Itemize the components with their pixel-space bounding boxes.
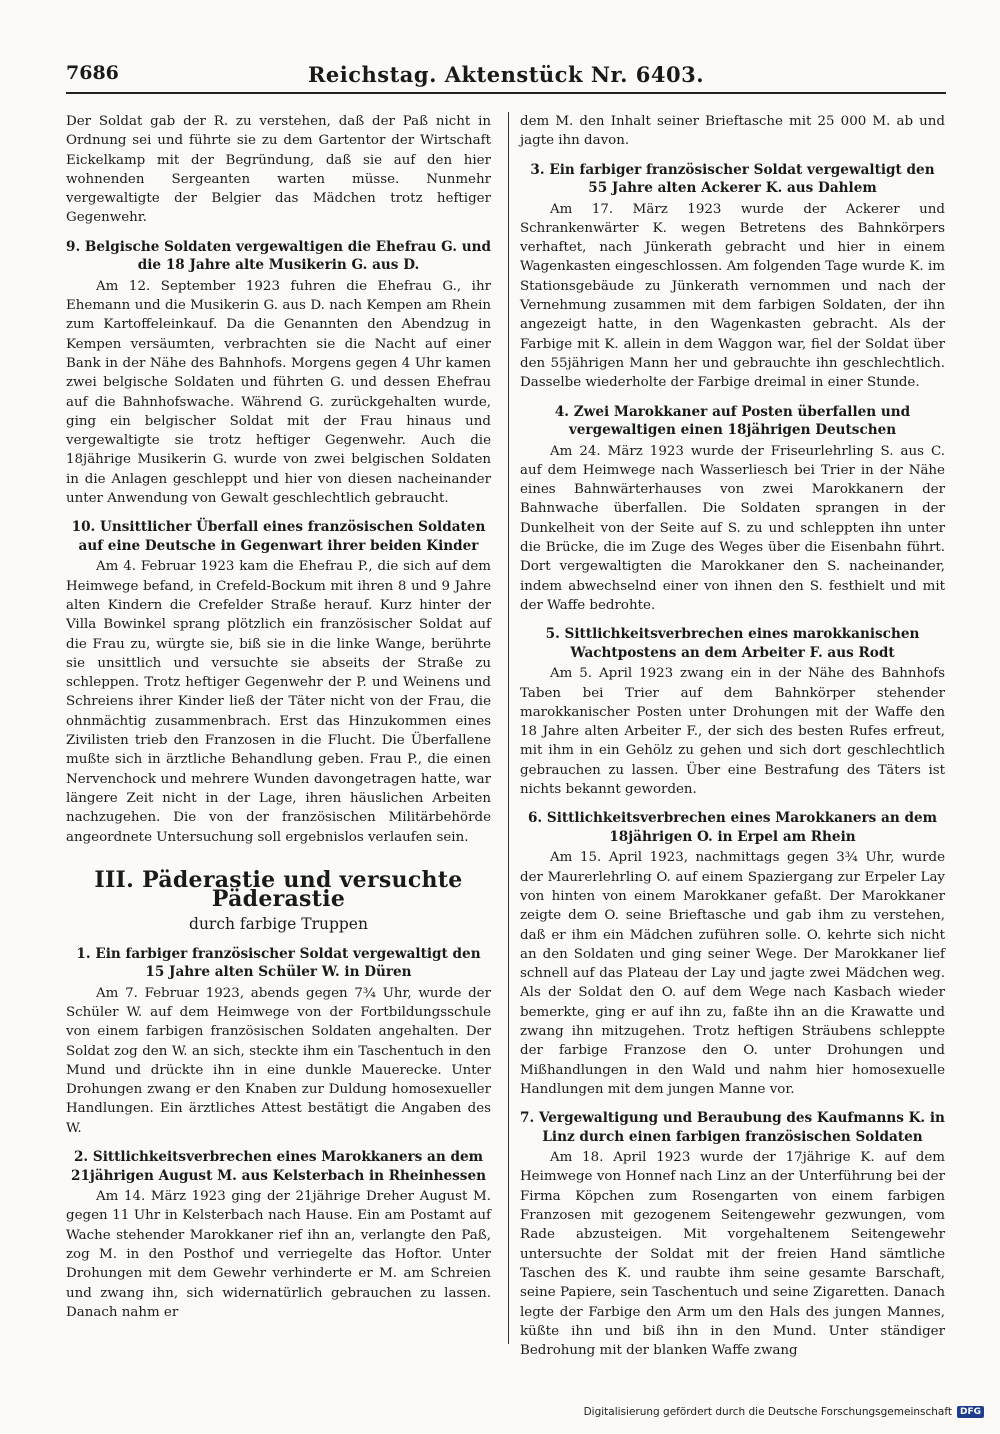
section-heading: 3. Ein farbiger französischer Soldat vergewaltigt den 55 Jahre alten Ackerer K. aus Dahlem <box>530 161 935 197</box>
paragraph: Am 24. März 1923 wurde der Friseurlehrling S. aus C. auf dem Heimwege nach Wasserliesch bei Trier in der Nähe eines Bahnwärterhauses von zwei Marokkanern der Bahnwache überfallen. Die Soldaten sprangen in der Dunkelheit von der Seite auf S. zu und schleppten ihn unter die Brücke, die im Zuge des Weges über die Eisenbahn führt. Dort vergewaltigten die Marokkaner den S. nacheinander, indem abwechselnd einer von ihnen den S. festhielt und mit der Waffe bedrohte. <box>520 443 945 613</box>
section-heading: 1. Ein farbiger französischer Soldat vergewaltigt den 15 Jahre alten Schüler W. in Düren <box>76 945 481 981</box>
digitization-credit <box>584 1406 984 1418</box>
paragraph: Am 17. März 1923 wurde der Ackerer und Schrankenwärter K. wegen Betretens des Bahnkörpers verhaftet, nach Jünkerath gebracht und hier in einem Wagenkasten eingeschlossen. Am folgenden Tage wurde K. im Stationsgebäude zu Jünkerath vernommen und nach der Vernehmung zusammen mit dem farbigen Soldaten, der ihn angezeigt hatte, in den Wagenkasten gebracht. Als der Farbige mit K. allein in dem Waggon war, fiel der Soldat über den 55jährigen Mann her und gebrauchte ihn geschlechtlich. Dasselbe wiederholte der Farbige dreimal in einer Stunde. <box>520 201 945 391</box>
credit-text: Digitalisierung gefördert durch die Deutsche Forschungsgemeinschaft <box>583 1406 952 1418</box>
part-subtitle: durch farbige Truppen <box>189 915 368 934</box>
right-column <box>520 112 945 1360</box>
page-number: 7686 <box>66 62 119 84</box>
dfg-logo: DFG <box>957 1406 984 1418</box>
paragraph: Der Soldat gab der R. zu verstehen, daß der Paß nicht in Ordnung sei und führte sie zu dem Gartentor der Wirtschaft Eickelkamp mit der Begründung, daß sie auf den hier wohnenden Sergeanten warten müsse. Nunmehr vergewaltigte der Belgier das Mädchen trotz heftiger Gegenwehr. <box>66 114 491 226</box>
paragraph: Am 18. April 1923 wurde der 17jährige K. auf dem Heimwege von Honnef nach Linz an der Unterführung bei der Firma Köpchen zum Rosengarten von einem farbigen Franzosen mit gezogenem Seitengewehr gezwungen, vom Rade abzusteigen. Mit vorgehaltenem Seitengewehr untersuchte der Soldat mit der freien Hand sämtliche Taschen des K. und raubte ihm seine gesamte Barschaft, seine Papiere, sein Taschentuch und seine Zigaretten. Danach legte der Farbige den Arm um den Hals des jungen Mannes, küßte ihn und biß ihn in den Mund. Unter ständiger Bedrohung mit der blanken Waffe zwang <box>520 1150 945 1359</box>
running-title: Reichstag. Aktenstück Nr. 6403. <box>307 62 705 87</box>
part-title: III. Päderastie und versuchte Päderastie <box>94 866 463 913</box>
section-heading: 6. Sittlichkeitsverbrechen eines Marokkaners an dem 18jährigen O. in Erpel am Rhein <box>527 810 938 845</box>
paragraph: dem M. den Inhalt seiner Brieftasche mit 25 000 M. ab und jagte ihn davon. <box>520 114 945 149</box>
section-heading: 5. Sittlichkeitsverbrechen eines marokkanischen Wachtpostens an dem Arbeiter F. aus Rodt <box>545 626 920 661</box>
paragraph: Am 15. April 1923, nachmittags gegen 3¾ Uhr, wurde der Maurerlehrling O. auf einem Spaziergang zur Erpeler Lay von hinten von einem Marokkaner gefaßt. Der Marokkaner zeigte dem O. seine Brieftasche und gab ihm zu verstehen, daß er ihm ein Mädchen zuführen solle. O. kehrte sich nicht an den Soldaten und ging seiner Wege. Der Marokkaner lief schnell auf das Plateau der Lay und jagte zwei Mädchen weg. Als der Soldat den O. auf dem Wege nach Kasbach wieder bemerkte, ging er auf ihn zu, faßte ihn an die Krawatte und zwang ihn mitzugehen. Trotz heftigen Sträubens schleppte der farbige Franzose den O. unter Drohungen und Mißhandlungen in den Wald und nahm hier homosexuelle Handlungen mit dem jungen Manne vor. <box>520 850 945 1097</box>
paragraph: Am 7. Februar 1923, abends gegen 7¾ Uhr, wurde der Schüler W. auf dem Heimwege von der Fortbildungsschule von einem farbigen französischen Soldaten angehalten. Der Soldat zog den W. an sich, steckte ihm ein Taschentuch in den Mund und drückte ihn in eine dunkle Mauerecke. Unter Drohungen zwang er den Knaben zur Duldung homosexueller Handlungen. Ein ärztliches Attest bestätigt die Angaben des W. <box>66 985 491 1136</box>
section-heading: 4. Zwei Marokkaner auf Posten überfallen und vergewaltigen einen 18jährigen Deutschen <box>554 403 911 439</box>
section-heading: 10. Unsittlicher Überfall eines französischen Soldaten auf eine Deutsche in Gegenwart ihrer beiden Kinder <box>71 519 486 554</box>
section-heading: 7. Vergewaltigung und Beraubung des Kaufmanns K. in Linz durch einen farbigen französischen Soldaten <box>520 1110 945 1145</box>
left-column <box>66 112 491 1322</box>
paragraph: Am 14. März 1923 ging der 21jährige Dreher August M. gegen 11 Uhr in Kelsterbach nach Hause. Ein am Postamt auf Wache stehender Marokkaner rief ihn an, verlangte den Paß, zog M. in den Posthof und verriegelte das Hoftor. Unter Drohungen mit dem Gewehr verhinderte er M. am Schreien und zwang ihn, sich widernatürlich gebrauchen zu lassen. Danach nahm er <box>66 1189 491 1320</box>
paragraph: Am 4. Februar 1923 kam die Ehefrau P., die sich auf dem Heimwege befand, in Crefeld-Bockum mit ihren 8 und 9 Jahre alten Kindern die Crefelder Straße herauf. Kurz hinter der Villa Bowinkel sprang plötzlich ein französischer Soldat auf die Frau zu, würgte sie, biß sie in die linke Wange, berührte sie unsittlich und versuchte sie abseits der Straße zu schleppen. Trotz heftiger Gegenwehr der P. und Weinens und Schreiens ihrer Kinder ließ der Täter nicht von der Frau, die ohnmächtig zusammenbrach. Erst das Hinzukommen eines Zivilisten trieb den Franzosen in die Flucht. Die Überfallene mußte sich in ärztliche Behandlung geben. Frau P., die einen Nervenchock und mehrere Wunden davongetragen hatte, war längere Zeit nicht in der Lage, ihren häuslichen Arbeiten nachzugehen. Die von der französischen Militärbehörde angeordnete Untersuchung soll ergebnislos verlaufen sein. <box>66 559 491 845</box>
page-header <box>66 58 946 94</box>
column-divider <box>508 112 509 1344</box>
paragraph: Am 12. September 1923 fuhren die Ehefrau G., ihr Ehemann und die Musikerin G. aus D. nach Kempen am Rhein zum Kartoffeleinkauf. Da die Genannten den Abendzug in Kempen versäumten, verbrachten sie die Nacht auf einer Bank in der Nähe des Bahnhofs. Morgens gegen 4 Uhr kamen zwei belgische Soldaten und führten G. und dessen Ehefrau auf die Bahnhofswache. Während G. zurückgehalten wurde, ging ein belgischer Soldat mit der Frau hinaus und vergewaltigte sie trotz heftiger Gegenwehr. Auch die 18jährige Musikerin G. wurde von zwei belgischen Soldaten in die Anlagen geschleppt und hier von diesen nacheinander unter Anwendung von Gewalt geschlechtlich gebraucht. <box>66 278 491 507</box>
section-heading: 2. Sittlichkeitsverbrechen eines Marokkaners an dem 21jährigen August M. aus Kelsterbach in Rheinhessen <box>70 1149 486 1184</box>
paragraph: Am 5. April 1923 zwang ein in der Nähe des Bahnhofs Taben bei Trier auf dem Bahnkörper stehender marokkanischer Posten unter Drohungen mit der Waffe den 18 Jahre alten Arbeiter F., der sich des besten Rufes erfreut, mit ihm in ein Gehölz zu gehen und sich dort geschlechtlich gebrauchen zu lassen. Über eine Bestrafung des Täters ist nichts bekannt geworden. <box>520 666 945 798</box>
section-heading: 9. Belgische Soldaten vergewaltigen die Ehefrau G. und die 18 Jahre alte Musikerin G. aus D. <box>66 238 491 274</box>
